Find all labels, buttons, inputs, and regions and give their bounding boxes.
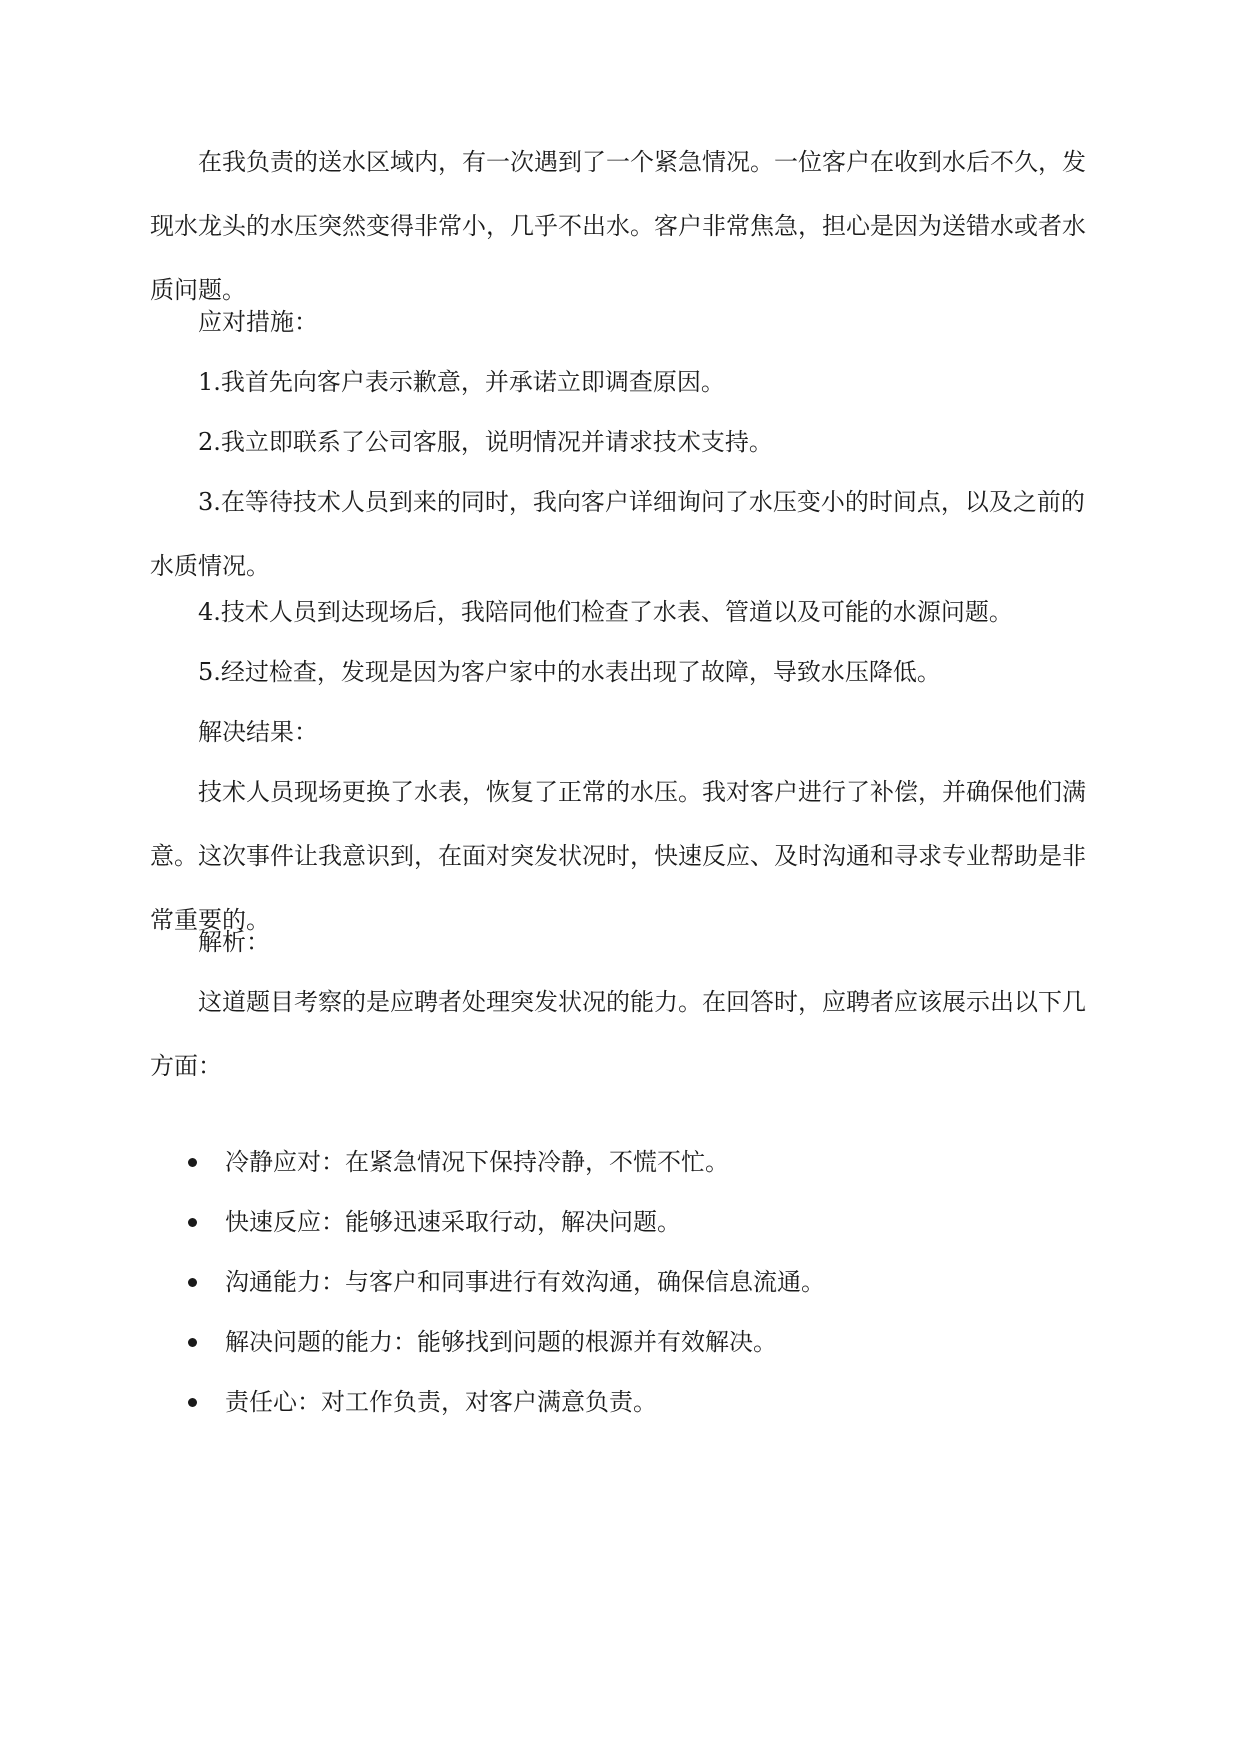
bullet-item: [150, 1190, 1090, 1254]
measure-item-4: 4.技术人员到达现场后，我陪同他们检查了水表、管道以及可能的水源问题。: [198, 598, 1013, 626]
bullet-item: [150, 1370, 1090, 1434]
bullet-dot-icon: [188, 1398, 197, 1407]
bullet-item-text: 冷静应对：在紧急情况下保持冷静，不慌不忙。: [225, 1148, 729, 1176]
result-paragraph: 技术人员现场更换了水表，恢复了正常的水压。我对客户进行了补偿，并确保他们满意。这次事件让我意识到，在面对突发状况时，快速反应、及时沟通和寻求专业帮助是非常重要的。: [150, 778, 1086, 934]
analysis-paragraph: 这道题目考察的是应聘者处理突发状况的能力。在回答时，应聘者应该展示出以下几方面：: [150, 988, 1086, 1080]
bullet-dot-icon: [188, 1278, 197, 1287]
measure-item-3: 3.在等待技术人员到来的同时，我向客户详细询问了水压变小的时间点，以及之前的水质情况。: [150, 488, 1085, 580]
bullet-item-text: 责任心：对工作负责，对客户满意负责。: [225, 1388, 657, 1416]
bullet-dot-icon: [188, 1218, 197, 1227]
bullet-item: [150, 1250, 1090, 1314]
incident-paragraph: 在我负责的送水区域内，有一次遇到了一个紧急情况。一位客户在收到水后不久，发现水龙头的水压突然变得非常小，几乎不出水。客户非常焦急，担心是因为送错水或者水质问题。: [150, 148, 1086, 304]
bullet-item: [150, 1130, 1090, 1194]
bullet-dot-icon: [188, 1158, 197, 1167]
bullet-item-text: 快速反应：能够迅速采取行动，解决问题。: [225, 1208, 681, 1236]
bullet-item: [150, 1310, 1090, 1374]
measure-item-2: 2.我立即联系了公司客服，说明情况并请求技术支持。: [198, 428, 773, 456]
analysis-heading: 解析：: [198, 928, 270, 956]
measures-heading: 应对措施：: [198, 308, 318, 336]
bullet-item-text: 沟通能力：与客户和同事进行有效沟通，确保信息流通。: [225, 1268, 825, 1296]
result-heading: 解决结果：: [198, 718, 318, 746]
measure-item-5: 5.经过检查，发现是因为客户家中的水表出现了故障，导致水压降低。: [198, 658, 941, 686]
measure-item-1: 1.我首先向客户表示歉意，并承诺立即调查原因。: [198, 368, 725, 396]
bullet-item-text: 解决问题的能力：能够找到问题的根源并有效解决。: [225, 1328, 777, 1356]
bullet-dot-icon: [188, 1338, 197, 1347]
